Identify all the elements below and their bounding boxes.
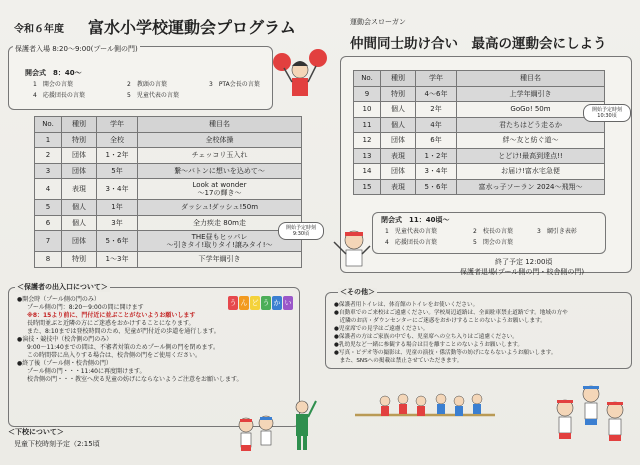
note-line: プール側の門・・・11:40に再度開けます。 [27,368,146,375]
start-time-bubble: 開始予定時刻 9:30頃 [278,222,324,240]
other-notes-title: ＜その他＞ [340,288,375,296]
guardian-exit-note: 保護者退場(プール側の門・校舎側の門) [460,268,585,276]
cell-event: 富水っ子ソーラン 2024〜飛翔〜 [457,179,605,195]
cell-no: 13 [354,148,381,164]
closing-ceremony-box [372,212,606,254]
cell-no: 12 [354,133,381,149]
cell-event: 全校体操 [138,132,302,148]
cell-event: GoGo! 50m [457,102,605,118]
cell-grade: 3・4年 [416,164,457,180]
cell-grade: 1・2年 [416,148,457,164]
program-table-left [34,116,302,268]
table-row [35,132,302,148]
banner-letter: う [261,296,271,310]
cell-event: 絆〜友と紡ぐ道〜 [457,133,605,149]
dismissal-time: 児童下校時刻予定（2:15頃 [14,440,100,448]
table-row [35,200,302,216]
note-line-warning: ※8：15より前に、門付近に並ぶことがないようお願いします [27,312,196,319]
slogan: 仲間同士助け合い 最高の運動会にしよう [350,36,607,52]
cell-no: 11 [354,117,381,133]
cell-type: 個人 [381,117,416,133]
cell-type: 個人 [381,102,416,118]
column-header-grade: 学年 [97,117,138,133]
guardian-entry-note: 保護者入場 8:20〜9:00(プール側の門) [15,45,138,53]
cell-type: 特別 [381,86,416,102]
note-line: 近隣のお店・ダウンセンターにご迷惑をおかけすることのないようお願いします。 [334,318,546,324]
cell-grade: 5・6年 [97,231,138,252]
note-line: ●自動車でのご来校はご遠慮ください。学校周辺道路は、全面駐車禁止道路です。地域の方や [334,310,568,316]
column-header-no: No. [354,71,381,87]
table-row [35,179,302,200]
note-line: ●保護者用トイレは、体育館のトイレをお使いください。 [334,302,479,308]
closing-item: 2 校長の言葉 [473,228,513,235]
cell-event: 繋〜バトンに想いを込めて〜 [138,163,302,179]
cell-grade: 5・6年 [416,179,457,195]
opening-item: 2 教頭の言葉 [127,81,167,88]
opening-item: 1 開会の言葉 [33,81,73,88]
column-header-no: No. [35,117,62,133]
dismissal-title: ＜下校について＞ [8,428,64,436]
note-line: ●児童席での見学はご遠慮ください。 [334,326,429,332]
cell-no: 15 [354,179,381,195]
table-body-left [35,132,302,267]
note-line: 校舎側の門・・・教室へ戻る児童の妨げにならないようご注意をお願いします。 [27,376,243,383]
note-line: プール側の門：8:20〜9:00の間に開けます [27,304,144,311]
cell-no: 7 [35,231,62,252]
cell-type: 特別 [62,252,97,268]
closing-title: 閉会式 11：40頃〜 [381,216,450,224]
other-notes [334,301,568,365]
cell-grade: 4〜6年 [416,86,457,102]
cell-no: 10 [354,102,381,118]
cell-no: 3 [35,163,62,179]
cell-type: 個人 [62,200,97,216]
page-title: 富水小学校運動会プログラム [88,18,296,37]
table-row [354,102,605,118]
cell-grade: 3年 [97,215,138,231]
banner-flags [228,296,298,310]
banner-letter: か [272,296,282,310]
cell-no: 5 [35,200,62,216]
cell-no: 14 [354,164,381,180]
note-line: ●乳幼児など一緒に参観する場合は目を離すことのないようお願いします。 [334,342,524,348]
cell-type: 表現 [381,179,416,195]
fiscal-year: 令和６年度 [14,24,64,35]
table-row [354,117,605,133]
cell-event: THE昼もヒッパレ 〜引きタイ!取りタイ!譲みタイ!〜 [138,231,302,252]
banner-letter: い [283,296,293,310]
note-line: 9:00〜11:40までの間は、不審者対策のためプール側の門を閉めます。 [27,344,219,351]
end-time: 終了予定 12:00頃 [495,258,553,266]
table-row [35,231,302,252]
closing-item: 3 綱引き表彰 [537,228,577,235]
cell-event: 全力疾走 80m走 [138,215,302,231]
table-row [354,164,605,180]
cell-event: とどけ!最高到達点!! [457,148,605,164]
cell-grade: 5年 [97,163,138,179]
column-header-type: 種別 [381,71,416,87]
opening-ceremony-box [8,46,273,110]
cell-event: お届け!富水宅急便 [457,164,605,180]
note-line: ●写真・ビデオ等の撮影は、児童の演技・係活動等の妨げにならないようお願いします。 [334,350,557,356]
opening-title: 開会式 8：40〜 [25,69,82,77]
cell-event: 下学年綱引き [138,252,302,268]
cell-grade: 3・4年 [97,179,138,200]
program-table-right [353,70,605,195]
cell-event: 上学年綱引き [457,86,605,102]
entrance-notes [17,296,243,384]
cell-event: Look at wonder 〜17の輝き〜 [138,179,302,200]
table-row [35,163,302,179]
cell-event: ダッシュ!ダッシュ!50m [138,200,302,216]
cell-grade: 全校 [97,132,138,148]
note-line: ●演技・競技中（校舎側の門のみ） [17,336,113,343]
entrance-notes-title: ＜保護者の出入口について＞ [17,283,108,291]
tug-of-war-icon [345,375,505,435]
cell-type: 個人 [62,215,97,231]
note-line: ●終了後（プール側・校舎側の門） [17,360,112,367]
table-row [354,179,605,195]
note-line: この時間帯に出入りする場合は、校舎側の門をご使用ください。 [27,352,202,359]
cell-grade: 1〜3年 [97,252,138,268]
cell-grade: 1年 [97,200,138,216]
table-body-right [354,86,605,195]
opening-item: 5 児童代表の言葉 [127,92,179,99]
cell-event: 君たちはどう走るか [457,117,605,133]
note-line: ●保護者の方はご家族の中でも、児童席への立ち入りはご遠慮ください。 [334,334,518,340]
cheering-child-icon [330,226,374,274]
cell-grade: 1・2年 [97,148,138,164]
column-header-event: 種目名 [138,117,302,133]
table-row [354,86,605,102]
cell-no: 8 [35,252,62,268]
running-children-icon [232,395,322,463]
cell-type: 団体 [62,231,97,252]
banner-letter: ど [250,296,260,310]
opening-item: 4 応援団長の言葉 [33,92,85,99]
column-header-grade: 学年 [416,71,457,87]
closing-item: 4 応援団長の言葉 [385,239,437,246]
table-row [354,133,605,149]
opening-item: 3 PTA会長の言葉 [209,81,260,88]
table-row [35,148,302,164]
cell-type: 団体 [62,163,97,179]
cell-type: 団体 [381,164,416,180]
cell-no: 4 [35,179,62,200]
cell-type: 団体 [62,148,97,164]
banner-letter: ん [239,296,249,310]
cell-event: チェッコリ玉入れ [138,148,302,164]
column-header-type: 種別 [62,117,97,133]
closing-item: 1 児童代表の言葉 [385,228,437,235]
column-header-event: 種目名 [457,71,605,87]
table-row [35,215,302,231]
cheerleader-icon [270,44,330,104]
cell-type: 表現 [62,179,97,200]
note-line: 長時間並ぶと近隣の方にご迷惑をおかけすることになります。 [27,320,195,327]
cell-no: 2 [35,148,62,164]
note-line: ●開会時（プール側の門のみ） [17,296,100,303]
note-line: また、SNSへの掲載は禁止させていただきます。 [334,358,463,364]
cell-type: 表現 [381,148,416,164]
cell-type: 特別 [62,132,97,148]
cell-grade: 4年 [416,117,457,133]
closing-item: 5 閉会の言葉 [473,239,513,246]
cell-grade: 2年 [416,102,457,118]
note-line: また、8:10までは登校時間のため、児童が門付近の歩道を通行します。 [27,328,220,335]
cell-no: 9 [354,86,381,102]
cell-no: 1 [35,132,62,148]
undoukai-banner [228,296,298,316]
start-time-bubble: 開始予定時刻 10:30頃 [583,104,631,122]
banner-letter: う [228,296,238,310]
children-group-icon [545,380,637,462]
slogan-label: 運動会スローガン [350,18,406,26]
other-notes-box [325,288,632,369]
table-row [354,148,605,164]
cell-type: 団体 [381,133,416,149]
cell-no: 6 [35,215,62,231]
table-row [35,252,302,268]
cell-grade: 6年 [416,133,457,149]
